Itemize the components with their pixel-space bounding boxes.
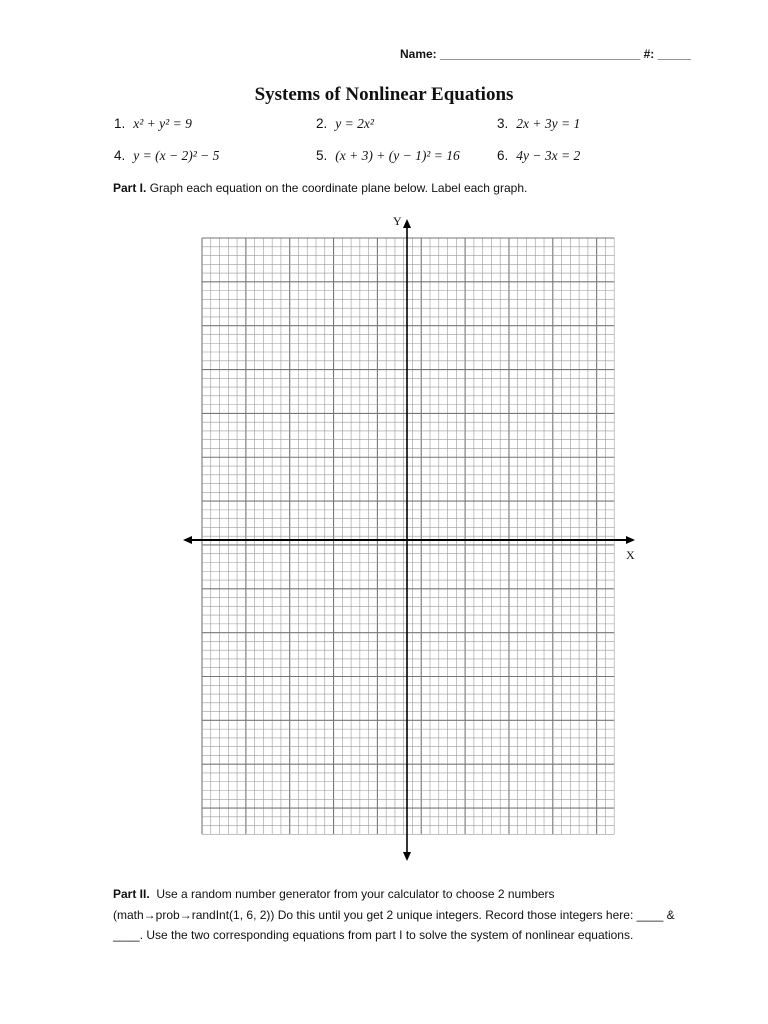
y-axis-label: Y	[393, 214, 402, 228]
equation-number: 1.	[114, 116, 126, 131]
equation-expression: 2x + 3y = 1	[516, 116, 581, 131]
equation-expression: (x + 3) + (y − 1)² = 16	[335, 148, 460, 163]
y-axis-down-arrow	[403, 852, 411, 861]
name-label: Name:	[400, 47, 437, 61]
equation-expression: y = (x − 2)² − 5	[133, 148, 220, 163]
part2-instructions	[113, 884, 733, 946]
part2-line2: (math→prob→randInt(1, 6, 2)) Do this until you get 2 unique integers. Record those integers here: ____ &	[113, 907, 675, 922]
part1-label: Part I.	[113, 181, 147, 195]
equation-expression: y = 2x²	[335, 116, 374, 131]
number-blank[interactable]: _____	[657, 47, 691, 61]
y-axis-up-arrow	[403, 219, 411, 228]
equation-number: 3.	[497, 116, 509, 131]
page-title: Systems of Nonlinear Equations	[254, 84, 514, 105]
equation-number: 2.	[316, 116, 328, 131]
part2-line3: ____. Use the two corresponding equations from part I to solve the system of nonlinear equations.	[113, 928, 634, 942]
number-label: #:	[643, 47, 655, 61]
x-axis-right-arrow	[626, 536, 635, 544]
name-blank[interactable]: ______________________________	[440, 47, 641, 61]
equation-number: 4.	[114, 148, 126, 163]
equation-expression: 4y − 3x = 2	[516, 148, 581, 163]
equation-number: 6.	[497, 148, 509, 163]
x-axis-label: X	[626, 548, 635, 562]
part1-text: Graph each equation on the coordinate plane below. Label each graph.	[149, 181, 528, 195]
part2-line1: Use a random number generator from your calculator to choose 2 numbers	[156, 887, 555, 901]
equation-expression: x² + y² = 9	[133, 116, 192, 131]
equation-number: 5.	[316, 148, 328, 163]
x-axis-left-arrow	[183, 536, 192, 544]
part2-label: Part II.	[113, 887, 150, 901]
